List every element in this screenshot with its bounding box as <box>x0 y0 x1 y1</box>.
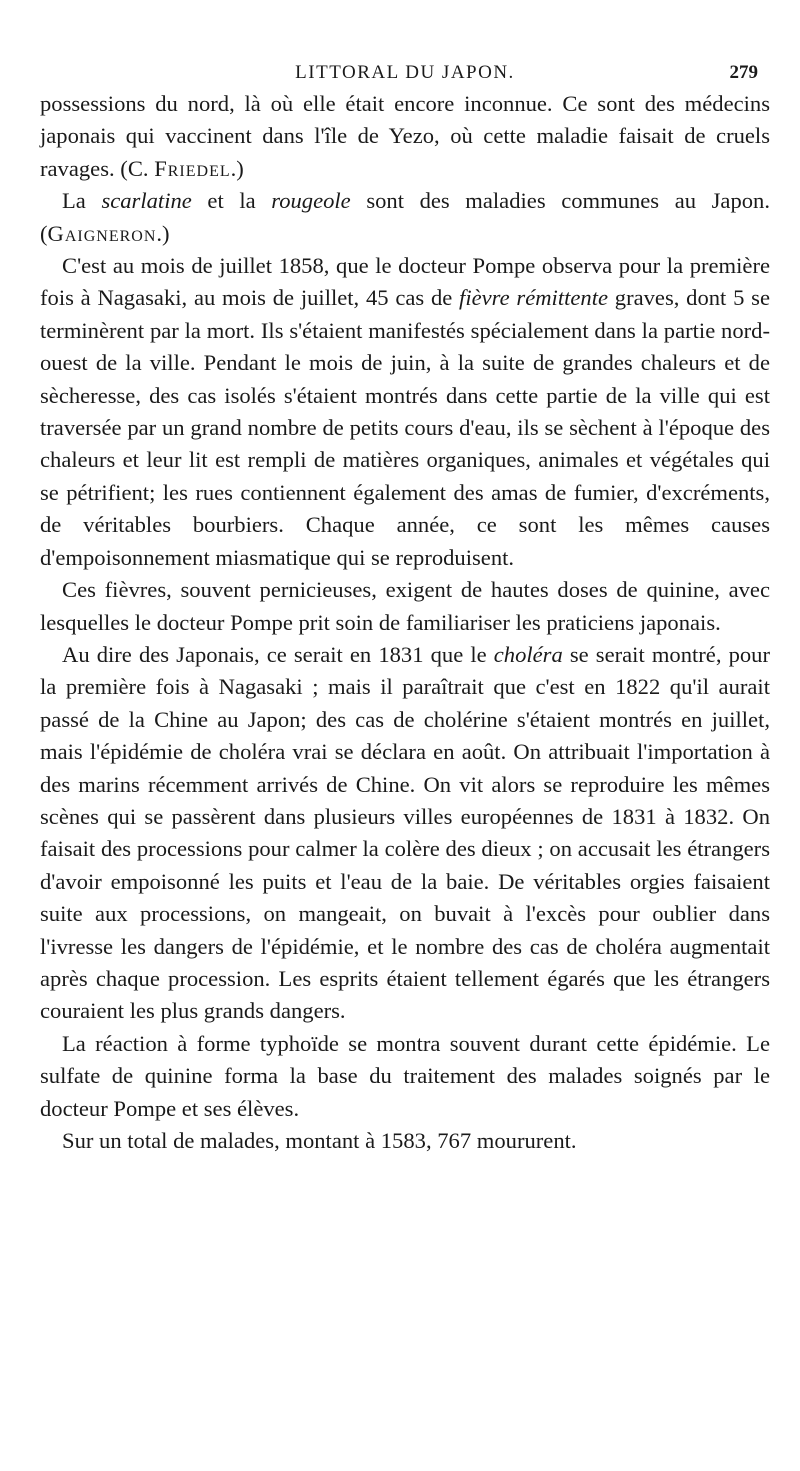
author-citation: Gaigneron <box>47 220 157 246</box>
body-text <box>40 88 770 1157</box>
author-citation: Friedel <box>154 155 231 181</box>
text-segment: Au dire des Japonais, ce serait en 1831 que le <box>62 641 494 667</box>
text-segment: Ces fièvres, souvent pernicieuses, exigent de hautes doses de quinine, avec lesquelles le docteur Pompe prit soin de familiariser les praticiens japonais. <box>40 577 770 635</box>
running-header <box>40 40 770 88</box>
italic-term: rougeole <box>271 188 351 214</box>
text-segment: et la <box>191 188 272 214</box>
text-segment: La réaction à forme typhoïde se montra souvent durant cette épidémie. Le sulfate de quinine forma la base du traitement des malades soignés par le docteur Pompe et ses élèves. <box>40 1030 770 1121</box>
text-segment: se serait montré, pour la première fois à Nagasaki ; mais il paraîtrait que c'est en 1822 qu'il aurait passé de la Chine au Japon; des cas de cholérine s'étaient montrés en juillet, mais l'épidémie de choléra vrai se déclara en août. On attribuait l'importation à des marins récemment arrivés de Chine. On vit alors se reproduire les mêmes scènes qui se passèrent dans plusieurs villes européennes de 1831 à 1832. On faisait des processions pour calmer la colère des dieux ; on accusait les étrangers d'avoir empoisonné les puits et l'eau de la baie. De véritables orgies faisaient suite aux processions, on mangeait, on buvait à l'excès pour oublier dans l'ivresse les dangers de l'épidémie, et le nombre des cas de choléra augmentait après chaque procession. Les esprits étaient tellement égarés que les étrangers couraient les plus grands dangers. <box>40 641 770 1024</box>
italic-term: choléra <box>493 641 563 667</box>
paragraph-p2 <box>40 185 770 250</box>
paragraph-p6 <box>40 1028 770 1125</box>
paragraph-p3 <box>40 250 770 574</box>
book-page <box>40 40 770 1157</box>
text-segment: La <box>62 188 102 214</box>
text-segment: C'est au mois de juillet 1858, que le docteur Pompe observa pour la première fois à Nagasaki, au mois de juillet, 45 cas de <box>40 253 770 311</box>
text-segment: Sur un total de malades, montant à 1583, 767 moururent. <box>62 1128 577 1153</box>
text-segment: sont des maladies communes au Japon. ( <box>40 188 770 246</box>
text-segment: possessions du nord, là où elle était encore inconnue. Ce sont des médecins japonais qui vaccinent dans l'île de Yezo, où cette maladie faisait de cruels ravages. (C. <box>40 91 770 181</box>
text-segment: .) <box>156 220 170 246</box>
text-segment: .) <box>230 155 244 181</box>
italic-term: scarlatine <box>101 188 192 214</box>
paragraph-p4 <box>40 574 770 639</box>
italic-term: fièvre rémittente <box>459 285 609 311</box>
paragraph-p5 <box>40 639 770 1028</box>
running-title: LITTORAL DU JAPON. <box>295 62 515 83</box>
text-segment: graves, dont 5 se terminèrent par la mort. Ils s'étaient manifestés spécialement dans la partie nord-ouest de la ville. Pendant le mois de juin, à la suite de grandes chaleurs et de sècheresse, des cas isolés s'étaient montrés dans cette partie de la ville qui est traversée par un grand nombre de petits cours d'eau, ils se sèchent à l'époque des chaleurs et leur lit est rempli de matières organiques, animales et végétales qui se pétrifient; les rues contiennent également des amas de fumier, d'excréments, de véritables bourbiers. Chaque année, ce sont les mêmes causes d'empoisonnement miasmatique qui se reproduisent. <box>40 285 770 570</box>
page-number: 279 <box>729 62 758 83</box>
paragraph-p1 <box>40 88 770 185</box>
paragraph-p7 <box>40 1125 770 1157</box>
